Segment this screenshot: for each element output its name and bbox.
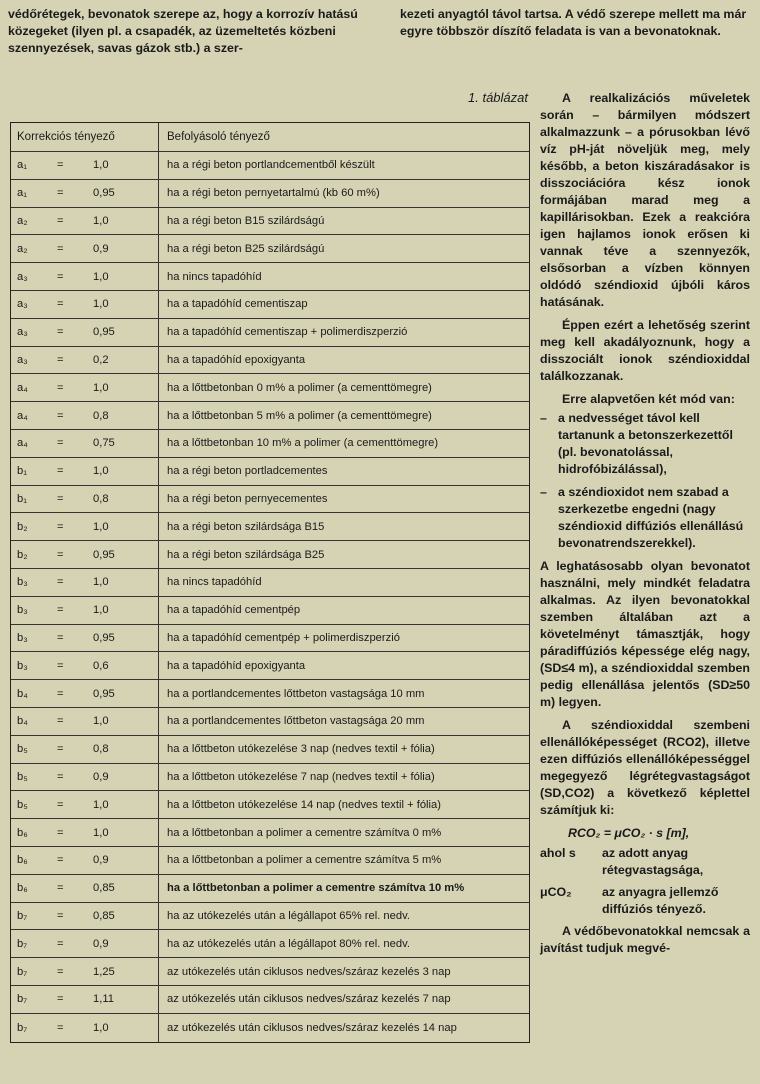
table-row (11, 736, 529, 764)
table-row (11, 791, 529, 819)
factor-sym: a₃ (17, 298, 28, 311)
table-body (11, 152, 529, 1042)
paragraph-realkalization: A realkalizációs műveletek során – bármilyen módszert alkalmazzunk – a pórusokban lévő víz pH-ját növeljük meg, mely később, a beton kiszáradásakor is disszociációra kész ionok formájában marad meg a kapillárisokban. Ezek a reakcióra igen hajlamos ionok erősen ki vannak téve a szennyezők, elsősorban a vízben könnyen oldódó széndioxid újbóli káros hatásának. (540, 91, 750, 309)
table-row (11, 625, 529, 653)
factor-val: 1,0 (93, 270, 109, 283)
intro-text-right: kezeti anyagtól távol tartsa. A védő szerepe mellett ma már egyre többször díszítő feladata is van a bevonatoknak. (400, 7, 747, 38)
factor-val: 0,9 (93, 854, 109, 867)
factor-cell (11, 569, 159, 596)
factor-cell (11, 291, 159, 318)
factor-eq: = (57, 937, 64, 950)
factor-eq: = (57, 214, 64, 227)
table-row (11, 291, 529, 319)
influence-cell: az utókezelés után ciklusos nedves/száraz kezelés 14 nap (167, 1021, 457, 1034)
influence-cell: ha a régi beton portladcementes (167, 465, 328, 478)
formula: RCO₂ = μCO₂ · s [m], (568, 826, 690, 840)
influence-cell: ha a lőttbetonban a polimer a cementre számítva 0 m% (167, 826, 442, 839)
factor-sym: b₇ (17, 1021, 28, 1034)
factor-cell (11, 180, 159, 207)
influence-cell: ha a lőttbetonban 5 m% a polimer (a cementtömegre) (167, 409, 432, 422)
factor-val: 1,0 (93, 298, 109, 311)
factor-eq: = (57, 1021, 64, 1034)
factor-sym: b₃ (17, 631, 28, 644)
table-row (11, 430, 529, 458)
factor-sym: b₄ (17, 687, 28, 700)
factor-cell (11, 513, 159, 540)
influence-cell: ha a tapadóhíd epoxigyanta (167, 353, 306, 366)
factor-eq: = (57, 437, 64, 450)
table-row (11, 347, 529, 375)
influence-cell: ha nincs tapadóhíd (167, 576, 262, 589)
table-row (11, 541, 529, 569)
factor-eq: = (57, 492, 64, 505)
influence-cell: ha a régi beton B15 szilárdságú (167, 214, 325, 227)
definition-s: ahol s az adott anyag rétegvastagsága, (540, 846, 704, 877)
table-row (11, 319, 529, 347)
factor-eq: = (57, 798, 64, 811)
paragraph-two-ways: Erre alapvetően két mód van: (562, 392, 735, 406)
table-row (11, 986, 529, 1014)
factor-eq: = (57, 993, 64, 1006)
table-row (11, 458, 529, 486)
factor-sym: b₆ (17, 854, 28, 867)
influence-cell: ha a régi beton pernyetartalmú (kb 60 m%) (167, 187, 380, 200)
factor-cell (11, 152, 159, 179)
factor-eq: = (57, 687, 64, 700)
factor-cell (11, 402, 159, 429)
factor-sym: a₄ (17, 409, 28, 422)
factor-cell (11, 235, 159, 262)
list-item: – a nedvességet távol kell tartanunk a betonszerkezettől (pl. bevonatolással, hidrofóbizálással), (540, 410, 750, 478)
factor-cell (11, 319, 159, 346)
influence-cell: ha a lőttbeton utókezelése 14 nap (nedves textil + fólia) (167, 798, 441, 811)
influence-cell: ha a régi beton pernyecementes (167, 492, 328, 505)
factor-sym: b₆ (17, 826, 28, 839)
factor-val: 0,95 (93, 548, 115, 561)
table-row (11, 764, 529, 792)
influence-cell: ha a tapadóhíd cementpép + polimerdiszperzió (167, 631, 400, 644)
factor-eq: = (57, 381, 64, 394)
influence-cell: az utókezelés után ciklusos nedves/száraz kezelés 7 nap (167, 993, 451, 1006)
factor-val: 1,0 (93, 604, 109, 617)
influence-cell: ha a lőttbetonban 10 m% a polimer (a cementtömegre) (167, 437, 439, 450)
factor-eq: = (57, 520, 64, 533)
factor-eq: = (57, 659, 64, 672)
influence-cell: ha a tapadóhíd cementiszap + polimerdiszperzió (167, 326, 408, 339)
list-item-text: a nedvességet távol kell tartanunk a betonszerkezettől (pl. bevonatolással, hidrofóbizálással), (558, 411, 733, 476)
table-row (11, 708, 529, 736)
table-row (11, 152, 529, 180)
factor-eq: = (57, 965, 64, 978)
table-row (11, 208, 529, 236)
table-row (11, 374, 529, 402)
factor-sym: a₄ (17, 381, 28, 394)
factor-sym: a₂ (17, 242, 28, 255)
factor-eq: = (57, 715, 64, 728)
influence-cell: ha a lőttbeton utókezelése 7 nap (nedves textil + fólia) (167, 770, 435, 783)
factor-sym: a₃ (17, 270, 28, 283)
influence-cell: ha a portlandcementes lőttbeton vastagsága 10 mm (167, 687, 425, 700)
factor-eq: = (57, 604, 64, 617)
factor-val: 1,0 (93, 1021, 109, 1034)
influence-cell: ha a régi beton szilárdsága B25 (167, 548, 325, 561)
factor-sym: a₂ (17, 214, 28, 227)
factor-sym: b₅ (17, 743, 28, 756)
factor-sym: b₂ (17, 548, 28, 561)
factor-eq: = (57, 409, 64, 422)
factor-sym: a₃ (17, 353, 28, 366)
factor-cell (11, 764, 159, 791)
factor-eq: = (57, 465, 64, 478)
factor-val: 0,75 (93, 437, 115, 450)
factor-val: 1,11 (93, 993, 114, 1006)
factor-eq: = (57, 326, 64, 339)
influence-cell: ha a tapadóhíd cementiszap (167, 298, 308, 311)
factor-cell (11, 486, 159, 513)
factor-sym: b₇ (17, 937, 28, 950)
influence-cell: az utókezelés után ciklusos nedves/száraz kezelés 3 nap (167, 965, 451, 978)
header-influencing-factor: Befolyásoló tényező (167, 131, 270, 143)
factor-cell (11, 903, 159, 930)
factor-eq: = (57, 909, 64, 922)
factor-cell (11, 458, 159, 485)
factor-cell (11, 347, 159, 374)
factor-sym: a₄ (17, 437, 28, 450)
table-row (11, 486, 529, 514)
factor-val: 0,2 (93, 353, 109, 366)
header-correction-factor: Korrekciós tényező (11, 123, 159, 151)
factor-sym: b₇ (17, 965, 28, 978)
factor-eq: = (57, 770, 64, 783)
factor-val: 1,0 (93, 214, 109, 227)
factor-eq: = (57, 270, 64, 283)
table-row (11, 235, 529, 263)
table-row (11, 875, 529, 903)
factor-val: 0,8 (93, 492, 109, 505)
table-row (11, 402, 529, 430)
factor-sym: a₃ (17, 326, 28, 339)
table-row (11, 263, 529, 291)
table-row (11, 180, 529, 208)
factor-sym: b₅ (17, 798, 28, 811)
factor-sym: b₂ (17, 520, 28, 533)
factor-val: 1,0 (93, 826, 109, 839)
factor-cell (11, 847, 159, 874)
table-row (11, 819, 529, 847)
paragraph-closing: A védőbevonatokkal nemcsak a javítást tudjuk megvé- (540, 924, 750, 955)
factor-cell (11, 680, 159, 707)
factor-val: 0,9 (93, 770, 109, 783)
influence-cell: ha a régi beton szilárdsága B15 (167, 520, 325, 533)
factor-val: 0,8 (93, 409, 109, 422)
factor-eq: = (57, 298, 64, 311)
influence-cell: ha a lőttbetonban a polimer a cementre számítva 5 m% (167, 854, 442, 867)
factor-val: 1,0 (93, 465, 109, 478)
factor-eq: = (57, 854, 64, 867)
factor-cell (11, 541, 159, 568)
factor-cell (11, 708, 159, 735)
factor-eq: = (57, 187, 64, 200)
factor-val: 0,95 (93, 631, 115, 644)
factor-cell (11, 819, 159, 846)
factor-eq: = (57, 353, 64, 366)
table-row (11, 652, 529, 680)
factor-val: 0,85 (93, 882, 115, 895)
factor-sym: b₇ (17, 993, 28, 1006)
factor-sym: b₁ (17, 492, 27, 505)
factor-eq: = (57, 576, 64, 589)
factor-cell (11, 1014, 159, 1042)
factor-cell (11, 374, 159, 401)
influence-cell: ha nincs tapadóhíd (167, 270, 262, 283)
factor-cell (11, 652, 159, 679)
factor-val: 0,9 (93, 937, 109, 950)
factor-sym: b₆ (17, 882, 28, 895)
factor-sym: a₁ (17, 187, 27, 200)
influence-cell: ha a lőttbeton utókezelése 3 nap (nedves textil + fólia) (167, 743, 435, 756)
factor-cell (11, 430, 159, 457)
paragraph-coating: A leghatásosabb olyan bevonatot használni, mely mindkét feladatra alkalmas. Az ilyen bevonatokkal szemben általában azt a követelményt támasztják, hogy páradiffúziós képessége elég nagy, (SD≤4 m), a széndioxiddal szemben pedig ellenállása jelentős (SD≥50 m) legyen. (540, 559, 750, 709)
table-row (11, 513, 529, 541)
influence-cell: ha a tapadóhíd epoxigyanta (167, 659, 306, 672)
factor-val: 0,85 (93, 909, 115, 922)
factor-cell (11, 597, 159, 624)
definition-mu: μCO₂ az anyagra jellemző diffúziós tényező. (540, 885, 719, 916)
factor-sym: b₇ (17, 909, 28, 922)
factor-sym: b₁ (17, 465, 27, 478)
factor-cell (11, 625, 159, 652)
table-row (11, 903, 529, 931)
table-row (11, 847, 529, 875)
factor-cell (11, 930, 159, 957)
factor-eq: = (57, 882, 64, 895)
factor-cell (11, 208, 159, 235)
factor-val: 0,95 (93, 687, 115, 700)
factor-cell (11, 958, 159, 985)
right-column-text (540, 90, 750, 963)
factor-eq: = (57, 242, 64, 255)
factor-cell (11, 986, 159, 1013)
influence-cell: ha a régi beton B25 szilárdságú (167, 242, 325, 255)
influence-cell: ha a tapadóhíd cementpép (167, 604, 301, 617)
correction-factor-table (10, 122, 530, 1043)
factor-sym: b₃ (17, 604, 28, 617)
table-row (11, 680, 529, 708)
factor-sym: b₅ (17, 770, 28, 783)
intro-text-left: védőrétegek, bevonatok szerepe az, hogy a korrozív hatású közegeket (ilyen pl. a csapadék, az üzemeltetés közbeni szennyezések, savas gázok stb.) a szer- (8, 7, 358, 55)
factor-eq: = (57, 159, 64, 172)
factor-val: 1,0 (93, 715, 109, 728)
factor-val: 1,0 (93, 576, 109, 589)
table-row (11, 930, 529, 958)
paragraph-prevention: Éppen ezért a lehetőség szerint meg kell akadályoznunk, hogy a disszociált ionok széndioxiddal találkozzanak. (540, 318, 750, 383)
factor-sym: b₃ (17, 576, 28, 589)
factor-val: 1,0 (93, 520, 109, 533)
factor-sym: b₃ (17, 659, 28, 672)
table-header-row (11, 123, 529, 152)
factor-val: 1,25 (93, 965, 115, 978)
influence-cell: ha az utókezelés után a légállapot 65% rel. nedv. (167, 909, 410, 922)
table-row (11, 1014, 529, 1042)
paragraph-resistance: A széndioxiddal szembeni ellenállóképességet (RCO2), illetve ezen diffúziós ellenállóképességgel megegyező légrétegvastagságot (SD,CO2) a következő képlettel számítjuk ki: (540, 718, 750, 817)
factor-val: 0,8 (93, 743, 109, 756)
factor-cell (11, 263, 159, 290)
influence-cell: ha az utókezelés után a légállapot 80% rel. nedv. (167, 937, 410, 950)
factor-sym: b₄ (17, 715, 28, 728)
factor-val: 0,6 (93, 659, 109, 672)
factor-val: 0,9 (93, 242, 109, 255)
factor-eq: = (57, 631, 64, 644)
factor-val: 0,95 (93, 187, 115, 200)
influence-cell: ha a lőttbetonban a polimer a cementre számítva 10 m% (167, 882, 465, 895)
table-row (11, 958, 529, 986)
factor-val: 1,0 (93, 798, 109, 811)
factor-cell (11, 736, 159, 763)
factor-val: 1,0 (93, 159, 109, 172)
factor-cell (11, 875, 159, 902)
factor-eq: = (57, 826, 64, 839)
list-item-text: a széndioxidot nem szabad a szerkezetbe engedni (nagy széndioxid diffúziós ellenállású bevonatrendszerekkel). (558, 485, 744, 550)
factor-cell (11, 791, 159, 818)
table-row (11, 597, 529, 625)
table-caption: 1. táblázat (468, 90, 528, 105)
influence-cell: ha a lőttbetonban 0 m% a polimer (a cementtömegre) (167, 381, 432, 394)
factor-val: 0,95 (93, 326, 115, 339)
factor-eq: = (57, 743, 64, 756)
list-item: – a széndioxidot nem szabad a szerkezetbe engedni (nagy széndioxid diffúziós ellenállású bevonatrendszerekkel). (540, 484, 750, 552)
influence-cell: ha a portlandcementes lőttbeton vastagsága 20 mm (167, 715, 425, 728)
table-row (11, 569, 529, 597)
influence-cell: ha a régi beton portlandcementből készült (167, 159, 375, 172)
factor-eq: = (57, 548, 64, 561)
factor-val: 1,0 (93, 381, 109, 394)
factor-sym: a₁ (17, 159, 27, 172)
